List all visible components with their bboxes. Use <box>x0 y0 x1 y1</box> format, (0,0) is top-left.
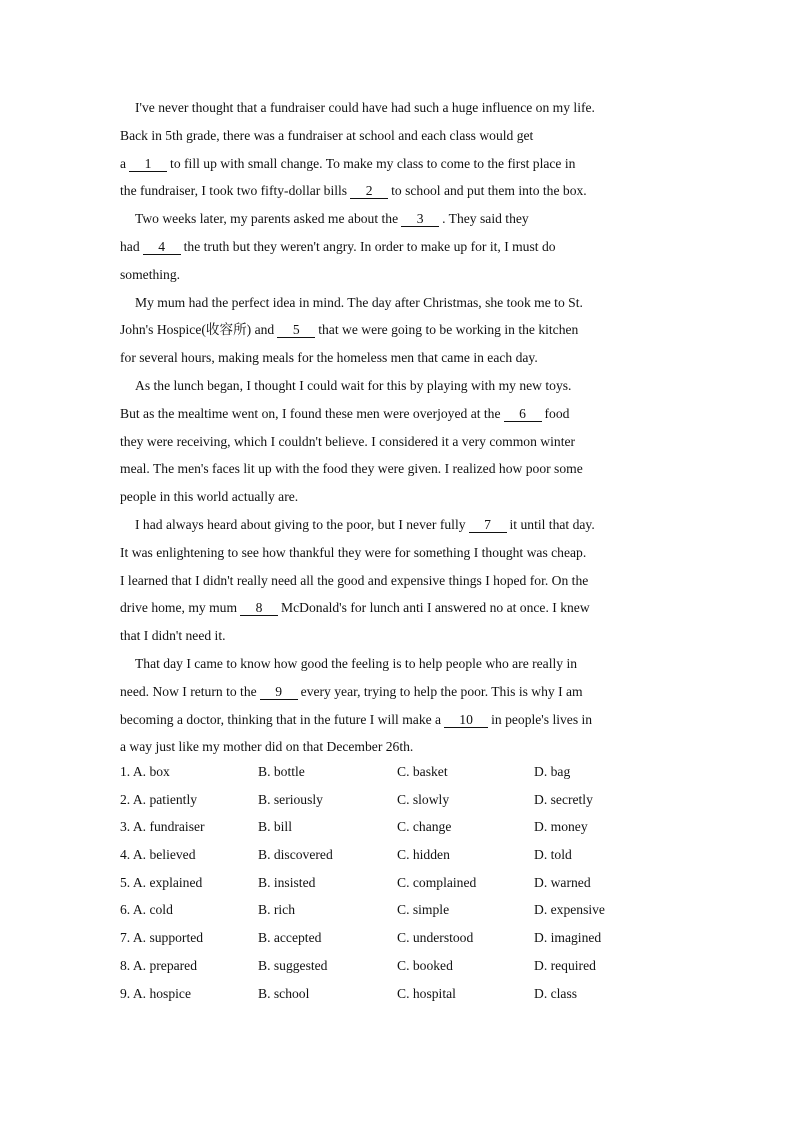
answer-blank-4: 4 <box>143 239 181 255</box>
passage-line <box>120 205 680 233</box>
option-c: C. change <box>397 819 452 835</box>
passage-text: every year, trying to help the poor. This is why I am <box>300 683 583 699</box>
passage-text: I've never thought that a fundraiser could have had such a huge influence on my life. <box>135 100 595 115</box>
option-c: C. understood <box>397 930 474 946</box>
option-d: D. imagined <box>534 930 602 946</box>
passage-line <box>120 122 680 150</box>
answer-options <box>120 758 680 1007</box>
passage-text: people in this world actually are. <box>120 489 299 505</box>
answer-blank-10: 10 <box>444 712 488 728</box>
passage-text: John's Hospice(收容所) and <box>120 322 275 338</box>
answer-blank-9: 9 <box>260 684 298 700</box>
option-c: C. hospital <box>397 985 456 1001</box>
passage-text: it until that day. <box>509 516 595 532</box>
passage-text: I learned that I didn't really need all the good and expensive things I hoped for. On the <box>120 572 589 588</box>
passage-text: It was enlightening to see how thankful they were for something I thought was cheap. <box>120 544 587 560</box>
answer-blank-1: 1 <box>129 156 167 172</box>
passage-line <box>120 706 680 734</box>
option-a: 3. A. fundraiser <box>120 819 205 835</box>
option-d: D. bag <box>534 764 571 779</box>
answer-blank-2: 2 <box>350 183 388 199</box>
passage-text: That day I came to know how good the feeling is to help people who are really in <box>135 655 578 671</box>
passage-text: they were receiving, which I couldn't believe. I considered it a very common winter <box>120 433 576 449</box>
passage-line <box>120 650 680 678</box>
passage-line <box>120 733 680 761</box>
option-b: B. seriously <box>258 791 323 807</box>
answer-blank-6: 6 <box>504 406 542 422</box>
passage-text: a way just like my mother did on that December 26th. <box>120 739 414 755</box>
option-a: 2. A. patiently <box>120 791 198 807</box>
passage-line <box>120 594 680 622</box>
passage-line <box>120 539 680 567</box>
passage-line <box>120 94 680 122</box>
passage-text: need. Now I return to the <box>120 683 257 699</box>
option-a: 7. A. supported <box>120 930 204 946</box>
option-a: 9. A. hospice <box>120 985 191 1001</box>
option-d: D. class <box>534 985 578 1001</box>
option-d: D. expensive <box>534 902 605 918</box>
passage-line <box>120 316 680 344</box>
option-b: B. bill <box>258 819 292 835</box>
option-b: B. insisted <box>258 874 316 890</box>
passage-text: . They said they <box>442 211 529 227</box>
option-b: B. bottle <box>258 764 305 779</box>
passage-line <box>120 483 680 511</box>
passage-line <box>120 511 680 539</box>
option-a: 6. A. cold <box>120 902 173 918</box>
question-row-4 <box>120 841 680 869</box>
answer-blank-3: 3 <box>401 211 439 227</box>
option-b: B. rich <box>258 902 295 918</box>
option-a: 1. A. box <box>120 764 170 779</box>
passage-line <box>120 261 680 289</box>
question-row-7 <box>120 924 680 952</box>
option-c: C. slowly <box>397 791 450 807</box>
passage-line <box>120 233 680 261</box>
passage-text: had <box>120 238 140 254</box>
passage-text: that I didn't need it. <box>120 628 226 644</box>
passage-text: the truth but they weren't angry. In order to make up for it, I must do <box>183 238 556 254</box>
passage-text: My mum had the perfect idea in mind. The day after Christmas, she took me to St. <box>135 294 583 310</box>
passage-text: meal. The men's faces lit up with the food they were given. I realized how poor some <box>120 461 583 477</box>
answer-blank-7: 7 <box>469 517 507 533</box>
passage-text: Two weeks later, my parents asked me about the <box>135 211 399 227</box>
option-c: C. booked <box>397 957 453 973</box>
option-d: D. required <box>534 957 596 973</box>
passage-line <box>120 344 680 372</box>
option-b: B. discovered <box>258 847 333 863</box>
question-row-6 <box>120 896 680 924</box>
cloze-passage <box>120 94 680 761</box>
option-a: 8. A. prepared <box>120 957 198 973</box>
passage-line <box>120 678 680 706</box>
passage-line <box>120 177 680 205</box>
passage-line <box>120 372 680 400</box>
passage-text: a <box>120 155 127 171</box>
passage-text: But as the mealtime went on, I found these men were overjoyed at the <box>120 405 501 421</box>
passage-text: to school and put them into the box. <box>391 183 587 199</box>
option-d: D. secretly <box>534 791 593 807</box>
question-row-3 <box>120 813 680 841</box>
passage-line <box>120 622 680 650</box>
passage-text: that we were going to be working in the kitchen <box>318 322 579 338</box>
answer-blank-8: 8 <box>240 600 278 616</box>
question-row-5 <box>120 869 680 897</box>
question-row-8 <box>120 952 680 980</box>
passage-text: something. <box>120 266 181 282</box>
option-c: C. basket <box>397 764 448 779</box>
passage-text: in people's lives in <box>491 711 593 727</box>
option-b: B. accepted <box>258 930 322 946</box>
passage-line <box>120 289 680 317</box>
option-d: D. warned <box>534 874 591 890</box>
option-a: 5. A. explained <box>120 874 203 890</box>
option-c: C. complained <box>397 874 477 890</box>
option-b: B. school <box>258 985 310 1001</box>
passage-text: As the lunch began, I thought I could wait for this by playing with my new toys. <box>135 377 572 393</box>
passage-line <box>120 567 680 595</box>
option-c: C. hidden <box>397 847 450 863</box>
question-row-1 <box>120 758 680 786</box>
passage-text: to fill up with small change. To make my class to come to the first place in <box>170 155 576 171</box>
passage-text: food <box>544 405 570 421</box>
answer-blank-5: 5 <box>277 322 315 338</box>
passage-line <box>120 150 680 178</box>
passage-line <box>120 455 680 483</box>
passage-text: drive home, my mum <box>120 600 238 616</box>
passage-text: for several hours, making meals for the homeless men that came in each day. <box>120 350 538 366</box>
passage-text: the fundraiser, I took two fifty-dollar bills <box>120 183 348 199</box>
option-b: B. suggested <box>258 957 328 973</box>
passage-text: becoming a doctor, thinking that in the future I will make a <box>120 711 442 727</box>
option-d: D. money <box>534 819 588 835</box>
passage-line <box>120 428 680 456</box>
passage-text: McDonald's for lunch anti I answered no at once. I knew <box>281 600 590 616</box>
option-d: D. told <box>534 847 572 863</box>
question-row-2 <box>120 786 680 814</box>
option-a: 4. A. believed <box>120 847 196 863</box>
passage-line <box>120 400 680 428</box>
passage-text: Back in 5th grade, there was a fundraiser at school and each class would get <box>120 127 534 143</box>
question-row-9 <box>120 980 680 1008</box>
passage-text: I had always heard about giving to the poor, but I never fully <box>135 516 466 532</box>
option-c: C. simple <box>397 902 450 918</box>
